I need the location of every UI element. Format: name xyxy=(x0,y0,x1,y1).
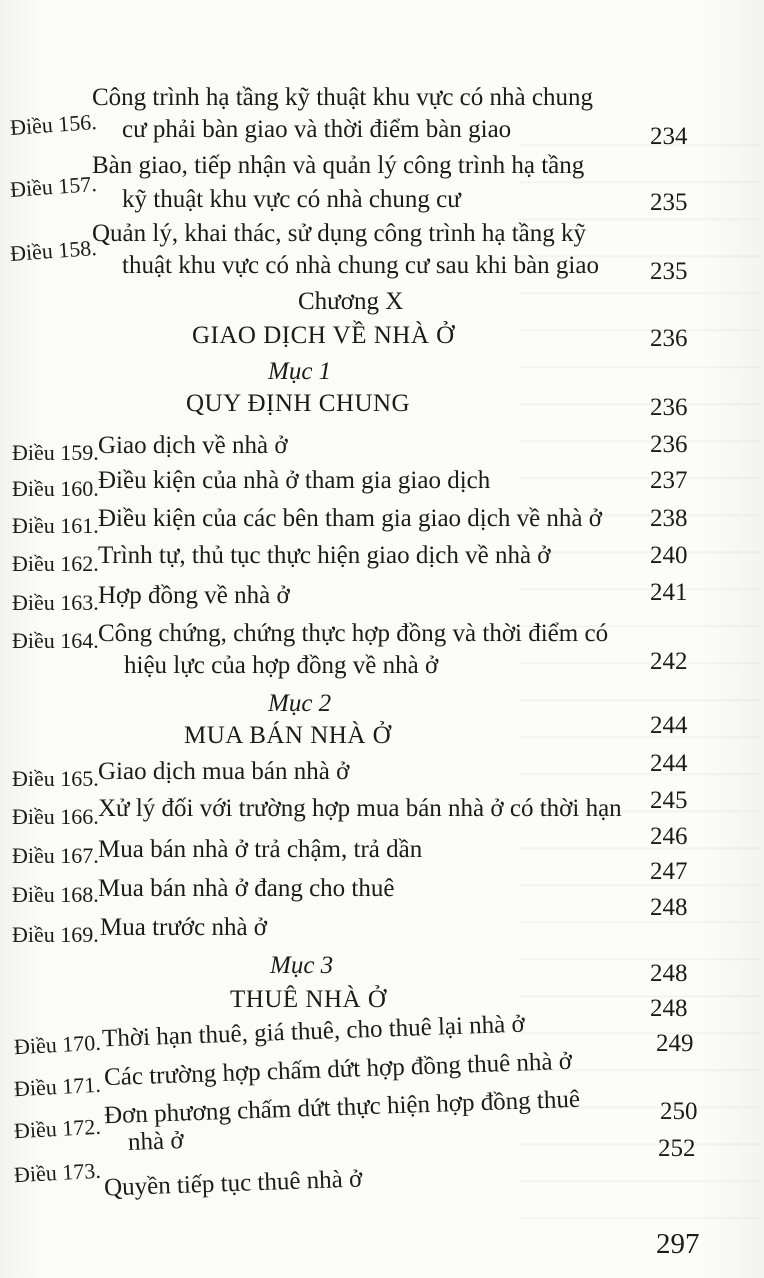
article-title-line: Mua bán nhà ở đang cho thuê xyxy=(98,875,395,902)
article-title-line: Giao dịch về nhà ở xyxy=(98,432,288,459)
article-number: Điều 158. xyxy=(9,235,98,266)
article-number: Điều 163. xyxy=(12,590,99,615)
article-title-line: Các trường hợp chấm dứt hợp đồng thuê nhà ở xyxy=(103,1047,573,1092)
article-number: Điều 156. xyxy=(9,109,98,140)
article-title-line: kỹ thuật khu vực có nhà chung cư xyxy=(122,186,461,213)
article-page: 235 xyxy=(650,258,688,285)
article-page: 249 xyxy=(656,1030,694,1057)
chapter-label: Chương X xyxy=(298,288,404,315)
article-title-line: Trình tự, thủ tục thực hiện giao dịch về nhà ở xyxy=(98,542,551,569)
article-page: 245 xyxy=(650,787,688,814)
chapter-title: GIAO DỊCH VỀ NHÀ Ở xyxy=(192,322,455,349)
article-page: 240 xyxy=(650,542,688,569)
section-page: 248 xyxy=(650,960,688,987)
article-number: Điều 161. xyxy=(12,513,99,538)
section-label: Mục 1 xyxy=(268,358,332,385)
section-title: QUY ĐỊNH CHUNG xyxy=(186,390,411,417)
section-label: Mục 2 xyxy=(268,690,332,717)
article-title-line: thuật khu vực có nhà chung cư sau khi bàn giao xyxy=(122,252,599,279)
article-page: 238 xyxy=(650,505,688,532)
article-number: Điều 160. xyxy=(12,476,99,501)
article-title-line: Mua trước nhà ở xyxy=(100,914,268,941)
section-label: Mục 3 xyxy=(270,952,334,979)
article-title-line: cư phải bàn giao và thời điểm bàn giao xyxy=(122,116,512,143)
page-number: 297 xyxy=(656,1228,700,1260)
chapter-page: 236 xyxy=(650,325,688,352)
article-number: Điều 164. xyxy=(12,628,99,653)
article-number: Điều 173. xyxy=(13,1157,102,1188)
article-page: 252 xyxy=(658,1135,696,1162)
article-title-line: Công chứng, chứng thực hợp đồng và thời điểm có xyxy=(98,620,609,647)
article-number: Điều 169. xyxy=(12,922,99,947)
article-page: 242 xyxy=(650,648,688,675)
article-page: 244 xyxy=(650,750,688,777)
article-title-line: Hợp đồng về nhà ở xyxy=(98,582,290,609)
article-number: Điều 170. xyxy=(13,1029,102,1060)
article-number: Điều 165. xyxy=(12,766,99,791)
article-title-line: Công trình hạ tầng kỹ thuật khu vực có nhà chung xyxy=(92,84,593,111)
article-page: 236 xyxy=(650,431,688,458)
article-number: Điều 167. xyxy=(12,843,99,868)
article-page: 246 xyxy=(650,823,688,850)
article-title-line: Điều kiện của các bên tham gia giao dịch về nhà ở xyxy=(98,505,602,532)
article-number: Điều 162. xyxy=(12,551,99,576)
article-page: 237 xyxy=(650,467,688,494)
section-page: 236 xyxy=(650,394,688,421)
article-title-line: Đơn phương chấm dứt thực hiện hợp đồng thuê xyxy=(103,1085,581,1130)
article-page: 250 xyxy=(660,1098,698,1125)
article-number: Điều 171. xyxy=(13,1071,102,1102)
section-title: THUÊ NHÀ Ở xyxy=(230,986,387,1013)
article-number: Điều 166. xyxy=(12,804,99,829)
article-title-line: Mua bán nhà ở trả chậm, trả dần xyxy=(98,836,423,863)
article-page: 241 xyxy=(650,579,688,606)
article-title-line: Xử lý đối với trường hợp mua bán nhà ở có thời hạn xyxy=(98,795,622,822)
article-page: 247 xyxy=(650,858,688,885)
article-title-line: Quyền tiếp tục thuê nhà ở xyxy=(103,1165,363,1202)
article-page: 248 xyxy=(650,995,688,1022)
article-title-line: Quản lý, khai thác, sử dụng công trình hạ tầng kỹ xyxy=(92,220,587,247)
article-number: Điều 159. xyxy=(12,440,99,465)
article-title-line: Bàn giao, tiếp nhận và quản lý công trình hạ tầng xyxy=(92,152,585,179)
article-number: Điều 172. xyxy=(13,1113,102,1144)
article-number: Điều 168. xyxy=(12,882,99,907)
article-page: 234 xyxy=(650,123,688,150)
article-title-line: nhà ở xyxy=(127,1127,185,1156)
article-title-line: Điều kiện của nhà ở tham gia giao dịch xyxy=(98,467,491,494)
article-title-line: Giao dịch mua bán nhà ở xyxy=(98,758,350,785)
article-page: 235 xyxy=(650,189,688,216)
article-title-line: Thời hạn thuê, giá thuê, cho thuê lại nhà ở xyxy=(101,1010,526,1053)
article-number: Điều 157. xyxy=(9,171,98,202)
article-page: 248 xyxy=(650,894,688,921)
article-title-line: hiệu lực của hợp đồng về nhà ở xyxy=(124,652,439,679)
section-page: 244 xyxy=(650,712,688,739)
section-title: MUA BÁN NHÀ Ở xyxy=(184,722,392,749)
